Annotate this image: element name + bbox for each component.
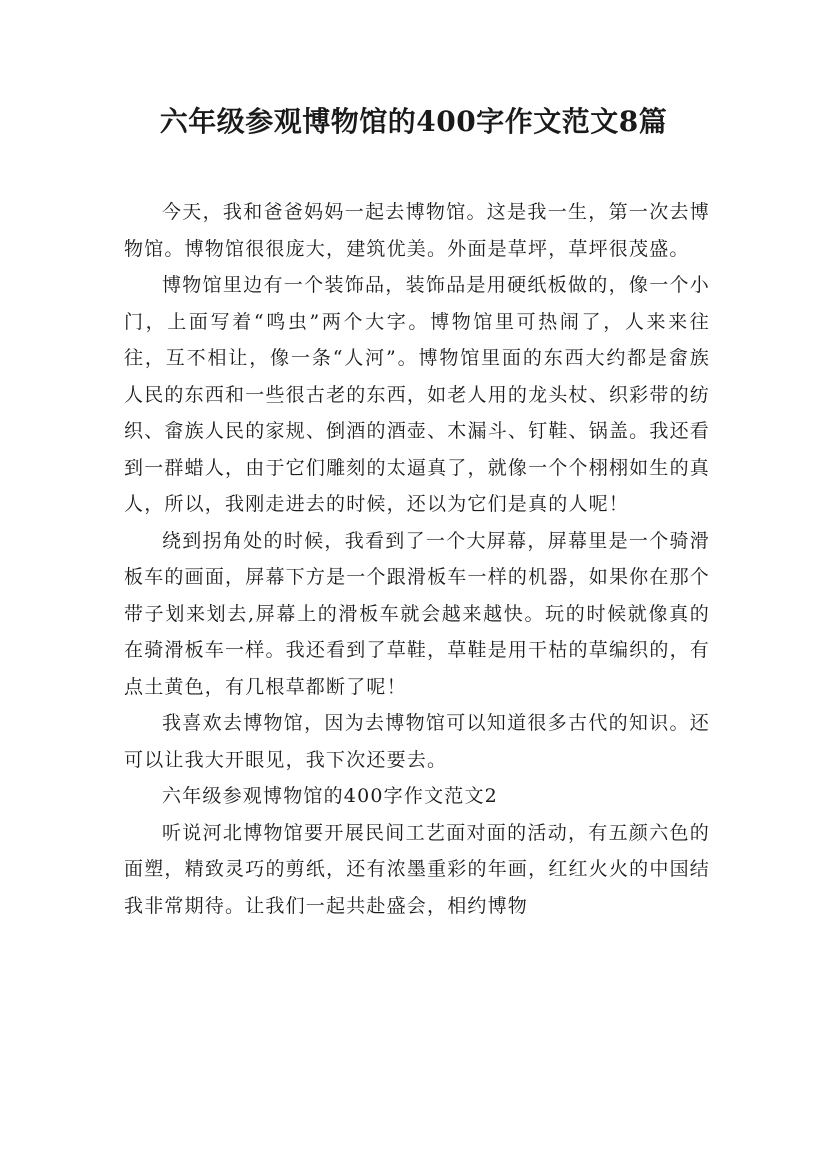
paragraph: 听说河北博物馆要开展民间工艺面对面的活动，有五颜六色的面塑，精致灵巧的剪纸，还有浓墨重彩的年画，红红火火的中国结我非常期待。让我们一起共赴盛会，相约博物 <box>124 821 710 917</box>
paragraph: 我喜欢去博物馆，因为去博物馆可以知道很多古代的知识。还可以让我大开眼见，我下次还要去。 <box>124 712 710 771</box>
paragraph: 博物馆里边有一个装饰品，装饰品是用硬纸板做的，像一个小门，上面写着“鸣虫”两个大字。博物馆里可热闹了，人来来往往，互不相让，像一条“人河”。博物馆里面的东西大约都是畲族人民的东西和一些很古老的东西，如老人用的龙头杖、织彩带的纺织、畲族人民的家规、倒酒的酒壶、木漏斗、钉鞋、锅盖。我还看到一群蜡人，由于它们雕刻的太逼真了，就像一个个栩栩如生的真人，所以，我刚走进去的时候，还以为它们是真的人呢！ <box>124 274 710 515</box>
paragraph: 今天，我和爸爸妈妈一起去博物馆。这是我一生，第一次去博物馆。博物馆很很庞大，建筑优美。外面是草坪，草坪很茂盛。 <box>124 201 710 260</box>
document-title: 六年级参观博物馆的400字作文范文8篇 <box>159 105 668 138</box>
document-body <box>124 194 710 924</box>
section-heading: 六年级参观博物馆的400字作文范文2 <box>162 785 498 807</box>
paragraph: 绕到拐角处的时候，我看到了一个大屏幕，屏幕里是一个骑滑板车的画面，屏幕下方是一个跟滑板车一样的机器，如果你在那个带子划来划去,屏幕上的滑板车就会越来越快。玩的时候就像真的在骑滑板车一样。我还看到了草鞋，草鞋是用干枯的草编织的，有点土黄色，有几根草都断了呢！ <box>124 529 710 698</box>
